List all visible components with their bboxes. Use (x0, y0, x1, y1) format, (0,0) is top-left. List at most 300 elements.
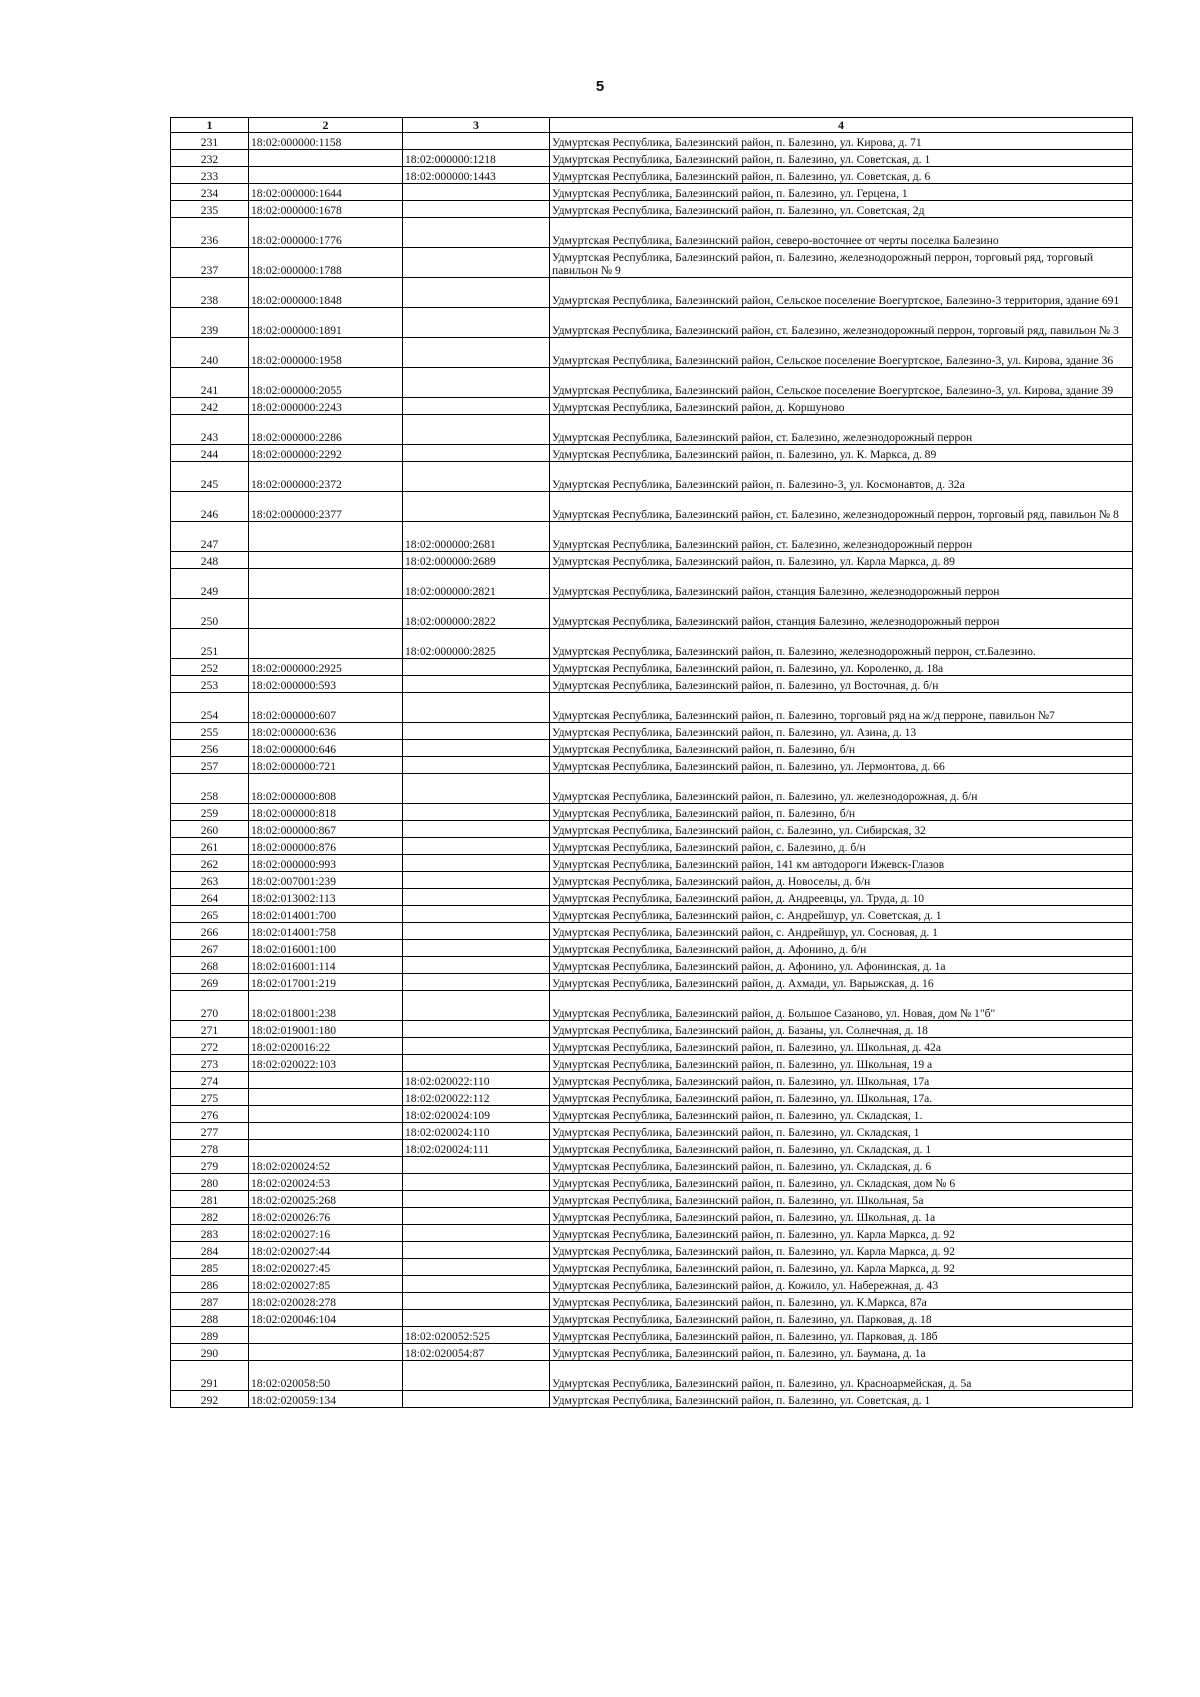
address-cell: Удмуртская Республика, Балезинский район, п. Балезино, ул. Советская, д. 1 (550, 150, 1133, 167)
row-number: 248 (171, 552, 249, 569)
row-number: 247 (171, 522, 249, 552)
address-cell: Удмуртская Республика, Балезинский район, д. Афонино, ул. Афонинская, д. 1а (550, 957, 1133, 974)
column-header-3: 3 (403, 118, 550, 133)
page-number: 5 (595, 78, 605, 95)
address-cell: Удмуртская Республика, Балезинский район, с. Андрейшур, ул. Сосновая, д. 1 (550, 923, 1133, 940)
cadastral-number-col3 (403, 723, 550, 740)
table-row (171, 1089, 1133, 1106)
cadastral-number-col3 (403, 872, 550, 889)
cadastral-number-col3: 18:02:020022:112 (403, 1089, 550, 1106)
table-row (171, 1310, 1133, 1327)
cadastral-number-col2 (249, 1089, 403, 1106)
cadastral-number-col2 (249, 1344, 403, 1361)
table-row (171, 308, 1133, 338)
cadastral-number-col3 (403, 659, 550, 676)
cadastral-number-col3 (403, 821, 550, 838)
row-number: 261 (171, 838, 249, 855)
row-number: 265 (171, 906, 249, 923)
cadastral-number-col2 (249, 150, 403, 167)
cadastral-number-col3 (403, 462, 550, 492)
table-row (171, 957, 1133, 974)
cadastral-number-col2: 18:02:019001:180 (249, 1021, 403, 1038)
address-cell: Удмуртская Республика, Балезинский район, станция Балезино, железнодорожный перрон (550, 599, 1133, 629)
cadastral-number-col3 (403, 1157, 550, 1174)
row-number: 237 (171, 248, 249, 278)
row-number: 253 (171, 676, 249, 693)
address-cell: Удмуртская Республика, Балезинский район, п. Балезино, ул. Герцена, 1 (550, 184, 1133, 201)
table-row (171, 398, 1133, 415)
cadastral-number-col2 (249, 1072, 403, 1089)
cadastral-number-col2 (249, 1140, 403, 1157)
address-cell: Удмуртская Республика, Балезинский район, ст. Балезино, железнодорожный перрон (550, 415, 1133, 445)
table-row (171, 1140, 1133, 1157)
table-row (171, 974, 1133, 991)
row-number: 270 (171, 991, 249, 1021)
table-row (171, 1259, 1133, 1276)
cadastral-number-col3 (403, 838, 550, 855)
address-cell: Удмуртская Республика, Балезинский район, п. Балезино, ул. Советская, д. 6 (550, 167, 1133, 184)
row-number: 233 (171, 167, 249, 184)
address-cell: Удмуртская Республика, Балезинский район, д. Коршуново (550, 398, 1133, 415)
row-number: 234 (171, 184, 249, 201)
table-row (171, 1361, 1133, 1391)
address-cell: Удмуртская Республика, Балезинский район, п. Балезино, ул. Складская, 1. (550, 1106, 1133, 1123)
table-row (171, 218, 1133, 248)
cadastral-number-col3: 18:02:020052:525 (403, 1327, 550, 1344)
table-row (171, 1072, 1133, 1089)
cadastral-number-col2: 18:02:000000:1776 (249, 218, 403, 248)
address-cell: Удмуртская Республика, Балезинский район, ст. Балезино, железнодорожный перрон, торговый ряд, павильон № 8 (550, 492, 1133, 522)
registry-table (170, 117, 1133, 1408)
table-row (171, 150, 1133, 167)
address-cell: Удмуртская Республика, Балезинский район, с. Балезино, д. б/н (550, 838, 1133, 855)
address-cell: Удмуртская Республика, Балезинский район, станция Балезино, железнодорожный перрон (550, 569, 1133, 599)
row-number: 254 (171, 693, 249, 723)
address-cell: Удмуртская Республика, Балезинский район, п. Балезино, ул. Школьная, 17а. (550, 1089, 1133, 1106)
cadastral-number-col2: 18:02:020027:44 (249, 1242, 403, 1259)
table-row (171, 804, 1133, 821)
address-cell: Удмуртская Республика, Балезинский район, п. Балезино, ул Восточная, д. б/н (550, 676, 1133, 693)
row-number: 243 (171, 415, 249, 445)
table-row (171, 248, 1133, 278)
row-number: 269 (171, 974, 249, 991)
address-cell: Удмуртская Республика, Балезинский район, д. Андреевцы, ул. Труда, д. 10 (550, 889, 1133, 906)
address-cell: Удмуртская Республика, Балезинский район, п. Балезино, ул. Советская, 2д (550, 201, 1133, 218)
row-number: 258 (171, 774, 249, 804)
cadastral-number-col3: 18:02:020022:110 (403, 1072, 550, 1089)
table-row (171, 676, 1133, 693)
cadastral-number-col3: 18:02:000000:1443 (403, 167, 550, 184)
table-row (171, 1242, 1133, 1259)
cadastral-number-col3 (403, 184, 550, 201)
table-row (171, 1327, 1133, 1344)
table-row (171, 629, 1133, 659)
cadastral-number-col2: 18:02:000000:593 (249, 676, 403, 693)
cadastral-number-col2 (249, 599, 403, 629)
cadastral-number-col3 (403, 1391, 550, 1408)
cadastral-number-col3 (403, 757, 550, 774)
row-number: 271 (171, 1021, 249, 1038)
row-number: 279 (171, 1157, 249, 1174)
table-row (171, 462, 1133, 492)
address-cell: Удмуртская Республика, Балезинский район, п. Балезино, ул. железнодорожная, д. б/н (550, 774, 1133, 804)
row-number: 281 (171, 1191, 249, 1208)
address-cell: Удмуртская Республика, Балезинский район, п. Балезино, ул. Парковая, д. 18б (550, 1327, 1133, 1344)
cadastral-number-col3 (403, 398, 550, 415)
row-number: 231 (171, 133, 249, 150)
table-row (171, 1157, 1133, 1174)
table-row (171, 855, 1133, 872)
row-number: 236 (171, 218, 249, 248)
cadastral-number-col3 (403, 1191, 550, 1208)
table-row (171, 569, 1133, 599)
row-number: 241 (171, 368, 249, 398)
row-number: 260 (171, 821, 249, 838)
cadastral-number-col2: 18:02:020027:85 (249, 1276, 403, 1293)
cadastral-number-col2: 18:02:000000:993 (249, 855, 403, 872)
table-row (171, 1293, 1133, 1310)
cadastral-number-col3 (403, 855, 550, 872)
cadastral-number-col3 (403, 308, 550, 338)
address-cell: Удмуртская Республика, Балезинский район, п. Балезино, ул. Складская, д. 6 (550, 1157, 1133, 1174)
table-row (171, 522, 1133, 552)
table-row (171, 1123, 1133, 1140)
address-cell: Удмуртская Республика, Балезинский район, п. Балезино, ул. Школьная, д. 1а (550, 1208, 1133, 1225)
table-row (171, 1344, 1133, 1361)
row-number: 257 (171, 757, 249, 774)
address-cell: Удмуртская Республика, Балезинский район, п. Балезино, ул. Баумана, д. 1а (550, 1344, 1133, 1361)
cadastral-number-col2: 18:02:020016:22 (249, 1038, 403, 1055)
cadastral-number-col3 (403, 445, 550, 462)
table-row (171, 1055, 1133, 1072)
row-number: 291 (171, 1361, 249, 1391)
address-cell: Удмуртская Республика, Балезинский район, 141 км автодороги Ижевск-Глазов (550, 855, 1133, 872)
address-cell: Удмуртская Республика, Балезинский район, п. Балезино, ул. Школьная, д. 42а (550, 1038, 1133, 1055)
address-cell: Удмуртская Республика, Балезинский район, п. Балезино, ул. Кирова, д. 71 (550, 133, 1133, 150)
address-cell: Удмуртская Республика, Балезинский район, Сельское поселение Воегуртское, Балезино-3, ул. Кирова, здание 39 (550, 368, 1133, 398)
cadastral-number-col3 (403, 1225, 550, 1242)
table-body (171, 133, 1133, 1408)
row-number: 286 (171, 1276, 249, 1293)
address-cell: Удмуртская Республика, Балезинский район, п. Балезино, ул. Карла Маркса, д. 92 (550, 1259, 1133, 1276)
cadastral-number-col2 (249, 629, 403, 659)
row-number: 245 (171, 462, 249, 492)
table-row (171, 167, 1133, 184)
address-cell: Удмуртская Республика, Балезинский район, п. Балезино, ул. Советская, д. 1 (550, 1391, 1133, 1408)
table-row (171, 774, 1133, 804)
address-cell: Удмуртская Республика, Балезинский район, д. Новоселы, д. б/н (550, 872, 1133, 889)
table-row (171, 740, 1133, 757)
address-cell: Удмуртская Республика, Балезинский район, п. Балезино, ул. Школьная, 5а (550, 1191, 1133, 1208)
address-cell: Удмуртская Республика, Балезинский район, п. Балезино, ул. Лермонтова, д. 66 (550, 757, 1133, 774)
cadastral-number-col3 (403, 338, 550, 368)
address-cell: Удмуртская Республика, Балезинский район, д. Базаны, ул. Солнечная, д. 18 (550, 1021, 1133, 1038)
cadastral-number-col2: 18:02:014001:700 (249, 906, 403, 923)
cadastral-number-col2 (249, 1123, 403, 1140)
address-cell: Удмуртская Республика, Балезинский район, п. Балезино, ул. К. Маркса, д. 89 (550, 445, 1133, 462)
cadastral-number-col3 (403, 940, 550, 957)
address-cell: Удмуртская Республика, Балезинский район, п. Балезино, ул. Азина, д. 13 (550, 723, 1133, 740)
column-header-1: 1 (171, 118, 249, 133)
cadastral-number-col2: 18:02:020024:52 (249, 1157, 403, 1174)
cadastral-number-col2: 18:02:000000:876 (249, 838, 403, 855)
cadastral-number-col3 (403, 974, 550, 991)
table-row (171, 872, 1133, 889)
table-row (171, 1391, 1133, 1408)
cadastral-number-col2: 18:02:018001:238 (249, 991, 403, 1021)
cadastral-number-col2: 18:02:000000:1788 (249, 248, 403, 278)
cadastral-number-col3: 18:02:000000:2681 (403, 522, 550, 552)
cadastral-number-col2: 18:02:000000:808 (249, 774, 403, 804)
row-number: 244 (171, 445, 249, 462)
table-row (171, 445, 1133, 462)
cadastral-number-col3 (403, 1208, 550, 1225)
table-row (171, 821, 1133, 838)
cadastral-number-col2: 18:02:000000:818 (249, 804, 403, 821)
cadastral-number-col2: 18:02:020025:268 (249, 1191, 403, 1208)
row-number: 264 (171, 889, 249, 906)
table-row (171, 1174, 1133, 1191)
row-number: 284 (171, 1242, 249, 1259)
table-row (171, 201, 1133, 218)
table-row (171, 1038, 1133, 1055)
cadastral-number-col3 (403, 1259, 550, 1276)
cadastral-number-col3 (403, 1242, 550, 1259)
table-row (171, 1106, 1133, 1123)
address-cell: Удмуртская Республика, Балезинский район, п. Балезино-3, ул. Космонавтов, д. 32а (550, 462, 1133, 492)
table-row (171, 693, 1133, 723)
table-row (171, 552, 1133, 569)
row-number: 275 (171, 1089, 249, 1106)
cadastral-number-col3 (403, 923, 550, 940)
table-row (171, 368, 1133, 398)
cadastral-number-col2: 18:02:020058:50 (249, 1361, 403, 1391)
cadastral-number-col3 (403, 1310, 550, 1327)
table-row (171, 940, 1133, 957)
cadastral-number-col3 (403, 693, 550, 723)
table-row (171, 1276, 1133, 1293)
row-number: 263 (171, 872, 249, 889)
table-row (171, 1208, 1133, 1225)
cadastral-number-col3: 18:02:000000:2825 (403, 629, 550, 659)
table-row (171, 659, 1133, 676)
cadastral-number-col3 (403, 676, 550, 693)
address-cell: Удмуртская Республика, Балезинский район, с. Андрейшур, ул. Советская, д. 1 (550, 906, 1133, 923)
row-number: 268 (171, 957, 249, 974)
row-number: 290 (171, 1344, 249, 1361)
cadastral-number-col3 (403, 278, 550, 308)
row-number: 285 (171, 1259, 249, 1276)
table-row (171, 1191, 1133, 1208)
cadastral-number-col3: 18:02:020024:110 (403, 1123, 550, 1140)
row-number: 252 (171, 659, 249, 676)
cadastral-number-col2: 18:02:016001:114 (249, 957, 403, 974)
cadastral-number-col3 (403, 1174, 550, 1191)
address-cell: Удмуртская Республика, Балезинский район, д. Большое Сазаново, ул. Новая, дом № 1"б" (550, 991, 1133, 1021)
cadastral-number-col3: 18:02:000000:2822 (403, 599, 550, 629)
row-number: 251 (171, 629, 249, 659)
cadastral-number-col2: 18:02:000000:2243 (249, 398, 403, 415)
address-cell: Удмуртская Республика, Балезинский район, п. Балезино, ул. Карла Маркса, д. 92 (550, 1242, 1133, 1259)
address-cell: Удмуртская Республика, Балезинский район, Сельское поселение Воегуртское, Балезино-3, ул. Кирова, здание 36 (550, 338, 1133, 368)
address-cell: Удмуртская Республика, Балезинский район, п. Балезино, ул. Красноармейская, д. 5а (550, 1361, 1133, 1391)
cadastral-number-col2: 18:02:000000:2925 (249, 659, 403, 676)
address-cell: Удмуртская Республика, Балезинский район, п. Балезино, ул. К.Маркса, 87а (550, 1293, 1133, 1310)
table-row (171, 599, 1133, 629)
cadastral-number-col2: 18:02:020027:45 (249, 1259, 403, 1276)
cadastral-number-col2: 18:02:000000:721 (249, 757, 403, 774)
cadastral-number-col2: 18:02:020059:134 (249, 1391, 403, 1408)
cadastral-number-col3 (403, 218, 550, 248)
address-cell: Удмуртская Республика, Балезинский район, д. Кожило, ул. Набережная, д. 43 (550, 1276, 1133, 1293)
table-row (171, 133, 1133, 150)
cadastral-number-col3: 18:02:020054:87 (403, 1344, 550, 1361)
cadastral-number-col2: 18:02:000000:636 (249, 723, 403, 740)
cadastral-number-col2: 18:02:014001:758 (249, 923, 403, 940)
table-row (171, 184, 1133, 201)
cadastral-number-col2: 18:02:000000:1891 (249, 308, 403, 338)
address-cell: Удмуртская Республика, Балезинский район, п. Балезино, б/н (550, 804, 1133, 821)
cadastral-number-col3 (403, 774, 550, 804)
row-number: 292 (171, 1391, 249, 1408)
cadastral-number-col2 (249, 552, 403, 569)
cadastral-number-col3 (403, 133, 550, 150)
address-cell: Удмуртская Республика, Балезинский район, д. Ахмади, ул. Варыжская, д. 16 (550, 974, 1133, 991)
address-cell: Удмуртская Республика, Балезинский район, п. Балезино, б/н (550, 740, 1133, 757)
cadastral-number-col3 (403, 1276, 550, 1293)
table-row (171, 906, 1133, 923)
row-number: 278 (171, 1140, 249, 1157)
row-number: 267 (171, 940, 249, 957)
cadastral-number-col2: 18:02:000000:2372 (249, 462, 403, 492)
address-cell: Удмуртская Республика, Балезинский район, п. Балезино, ул. Школьная, 19 а (550, 1055, 1133, 1072)
table-row (171, 757, 1133, 774)
row-number: 259 (171, 804, 249, 821)
cadastral-number-col2 (249, 1327, 403, 1344)
cadastral-number-col3 (403, 1038, 550, 1055)
cadastral-number-col2: 18:02:000000:2055 (249, 368, 403, 398)
cadastral-number-col2: 18:02:013002:113 (249, 889, 403, 906)
cadastral-number-col2: 18:02:000000:2377 (249, 492, 403, 522)
address-cell: Удмуртская Республика, Балезинский район, ст. Балезино, железнодорожный перрон (550, 522, 1133, 552)
cadastral-number-col3: 18:02:020024:111 (403, 1140, 550, 1157)
cadastral-number-col2: 18:02:020022:103 (249, 1055, 403, 1072)
row-number: 280 (171, 1174, 249, 1191)
address-cell: Удмуртская Республика, Балезинский район, п. Балезино, ул. Складская, дом № 6 (550, 1174, 1133, 1191)
cadastral-number-col2 (249, 1106, 403, 1123)
address-cell: Удмуртская Республика, Балезинский район, Сельское поселение Воегуртское, Балезино-3 территория, здание 691 (550, 278, 1133, 308)
cadastral-number-col3 (403, 1055, 550, 1072)
cadastral-number-col2: 18:02:000000:1678 (249, 201, 403, 218)
row-number: 240 (171, 338, 249, 368)
cadastral-number-col2: 18:02:007001:239 (249, 872, 403, 889)
cadastral-number-col3: 18:02:020024:109 (403, 1106, 550, 1123)
address-cell: Удмуртская Республика, Балезинский район, п. Балезино, ул. Складская, д. 1 (550, 1140, 1133, 1157)
table-row (171, 991, 1133, 1021)
cadastral-number-col2: 18:02:020026:76 (249, 1208, 403, 1225)
row-number: 287 (171, 1293, 249, 1310)
cadastral-number-col3 (403, 1021, 550, 1038)
table-row (171, 278, 1133, 308)
cadastral-number-col3 (403, 740, 550, 757)
cadastral-number-col3 (403, 368, 550, 398)
cadastral-number-col2: 18:02:000000:2286 (249, 415, 403, 445)
row-number: 277 (171, 1123, 249, 1140)
cadastral-number-col3: 18:02:000000:1218 (403, 150, 550, 167)
cadastral-number-col2: 18:02:017001:219 (249, 974, 403, 991)
cadastral-number-col3: 18:02:000000:2689 (403, 552, 550, 569)
cadastral-number-col2: 18:02:020027:16 (249, 1225, 403, 1242)
row-number: 255 (171, 723, 249, 740)
table-row (171, 1021, 1133, 1038)
table-row (171, 923, 1133, 940)
column-header-4: 4 (550, 118, 1133, 133)
cadastral-number-col3 (403, 1361, 550, 1391)
address-cell: Удмуртская Республика, Балезинский район, п. Балезино, ул. Парковая, д. 18 (550, 1310, 1133, 1327)
row-number: 250 (171, 599, 249, 629)
table-row (171, 338, 1133, 368)
address-cell: Удмуртская Республика, Балезинский район, ст. Балезино, железнодорожный перрон, торговый ряд, павильон № 3 (550, 308, 1133, 338)
row-number: 242 (171, 398, 249, 415)
cadastral-number-col3 (403, 991, 550, 1021)
cadastral-number-col2: 18:02:000000:1958 (249, 338, 403, 368)
cadastral-number-col3: 18:02:000000:2821 (403, 569, 550, 599)
row-number: 266 (171, 923, 249, 940)
row-number: 282 (171, 1208, 249, 1225)
cadastral-number-col2: 18:02:020024:53 (249, 1174, 403, 1191)
cadastral-number-col2: 18:02:000000:1158 (249, 133, 403, 150)
row-number: 262 (171, 855, 249, 872)
cadastral-number-col2: 18:02:000000:2292 (249, 445, 403, 462)
address-cell: Удмуртская Республика, Балезинский район, п. Балезино, ул. Складская, 1 (550, 1123, 1133, 1140)
row-number: 249 (171, 569, 249, 599)
cadastral-number-col2 (249, 167, 403, 184)
table-row (171, 1225, 1133, 1242)
table-row (171, 415, 1133, 445)
address-cell: Удмуртская Республика, Балезинский район, п. Балезино, железнодорожный перрон, торговый ряд, торговый павильон № 9 (550, 248, 1133, 278)
row-number: 283 (171, 1225, 249, 1242)
cadastral-number-col2: 18:02:000000:646 (249, 740, 403, 757)
cadastral-number-col3 (403, 804, 550, 821)
cadastral-number-col3 (403, 889, 550, 906)
cadastral-number-col2: 18:02:020028:278 (249, 1293, 403, 1310)
cadastral-number-col2 (249, 569, 403, 599)
address-cell: Удмуртская Республика, Балезинский район, п. Балезино, ул. Школьная, 17а (550, 1072, 1133, 1089)
row-number: 289 (171, 1327, 249, 1344)
row-number: 232 (171, 150, 249, 167)
cadastral-number-col3 (403, 415, 550, 445)
row-number: 273 (171, 1055, 249, 1072)
row-number: 272 (171, 1038, 249, 1055)
table-row (171, 723, 1133, 740)
row-number: 288 (171, 1310, 249, 1327)
cadastral-number-col2: 18:02:000000:1848 (249, 278, 403, 308)
address-cell: Удмуртская Республика, Балезинский район, северо-восточнее от черты поселка Балезино (550, 218, 1133, 248)
table-row (171, 889, 1133, 906)
row-number: 256 (171, 740, 249, 757)
table-row (171, 838, 1133, 855)
row-number: 246 (171, 492, 249, 522)
address-cell: Удмуртская Республика, Балезинский район, д. Афонино, д. б/н (550, 940, 1133, 957)
row-number: 274 (171, 1072, 249, 1089)
cadastral-number-col3 (403, 248, 550, 278)
address-cell: Удмуртская Республика, Балезинский район, п. Балезино, железнодорожный перрон, ст.Балезино. (550, 629, 1133, 659)
row-number: 276 (171, 1106, 249, 1123)
table-header (171, 118, 1133, 133)
cadastral-number-col2: 18:02:020046:104 (249, 1310, 403, 1327)
cadastral-number-col2: 18:02:000000:867 (249, 821, 403, 838)
address-cell: Удмуртская Республика, Балезинский район, п. Балезино, ул. Короленко, д. 18а (550, 659, 1133, 676)
